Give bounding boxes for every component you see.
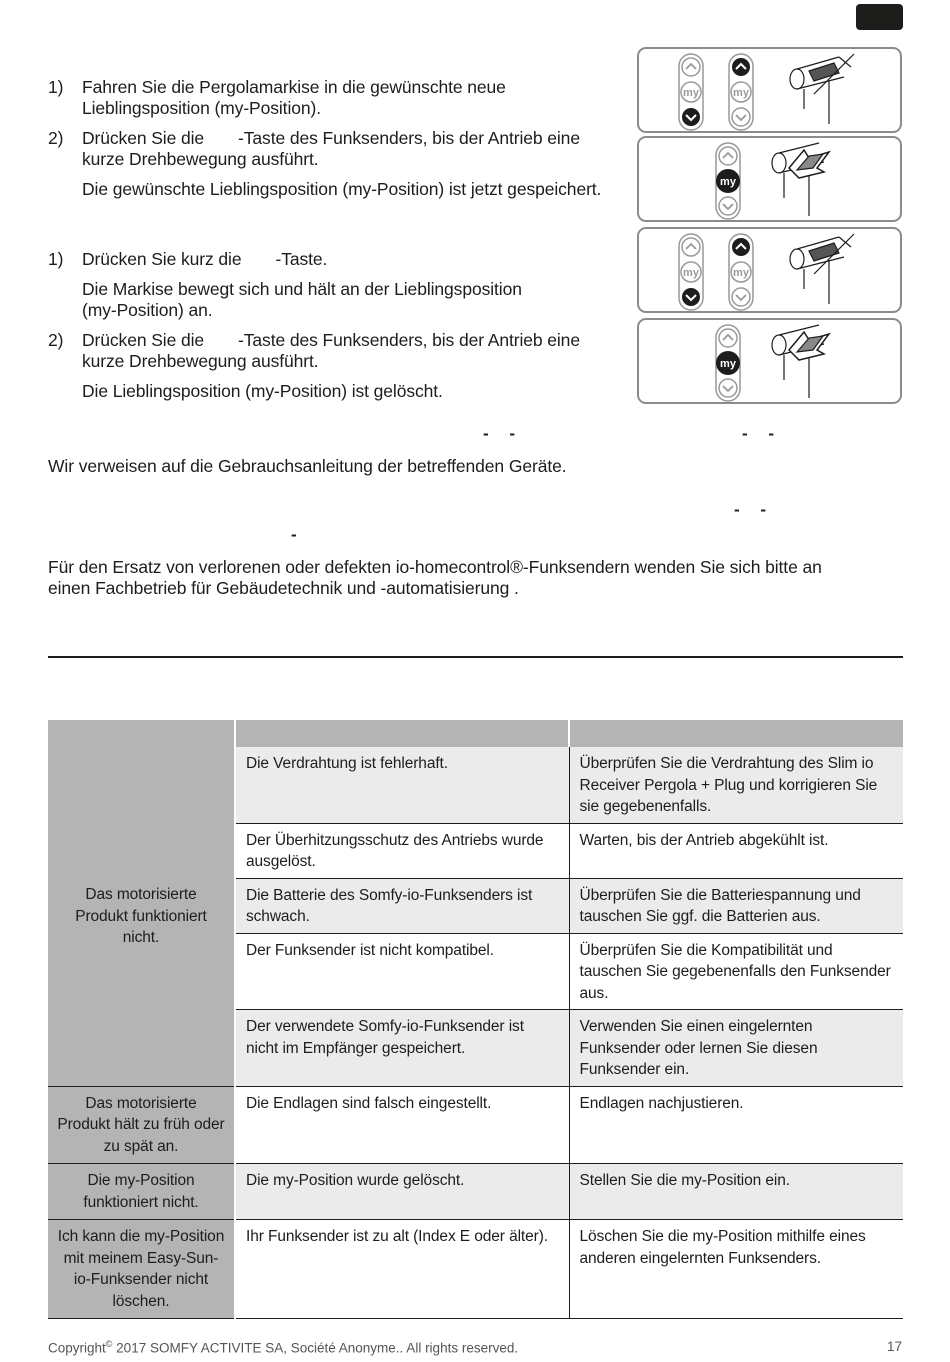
save-step-2: [48, 128, 628, 172]
table-row: [48, 1220, 903, 1319]
copyright-footer: Copyright© 2017 SOMFY ACTIVITE SA, Société Anonyme.. All rights reserved.: [48, 1339, 519, 1356]
solution-cell: Überprüfen Sie die Verdrahtung des Slim io Receiver Pergola + Plug und korrigieren Sie sie gegebenenfalls.: [569, 747, 903, 823]
delete-step-2: [48, 330, 628, 374]
table-row: [48, 747, 903, 823]
delete-step-1: [48, 249, 628, 271]
section-divider: [48, 656, 903, 658]
cause-cell: Die Endlagen sind falsch eingestellt.: [235, 1086, 569, 1164]
svg-text:my: my: [720, 176, 736, 188]
step-number: 2): [48, 128, 64, 148]
heading-remnant: - -: [483, 424, 524, 443]
header-solution: [569, 720, 903, 747]
delete-info: Die Markise bewegt sich und hält an der Lieblingsposition (my-Position) an.: [82, 279, 522, 320]
cause-cell: Der Überhitzungsschutz des Antriebs wurde ausgelöst.: [235, 823, 569, 878]
save-step-1: [48, 77, 628, 121]
solution-cell: Stellen Sie die my-Position ein.: [569, 1164, 903, 1220]
cause-cell: Ihr Funksender ist zu alt (Index E oder älter).: [235, 1220, 569, 1319]
solution-cell: Endlagen nachjustieren.: [569, 1086, 903, 1164]
cause-cell: Der Funksender ist nicht kompatibel.: [235, 933, 569, 1010]
figure-press-my-save: [637, 136, 902, 222]
awning-icon: [772, 325, 829, 398]
svg-text:my: my: [683, 87, 699, 99]
step-number: 1): [48, 249, 64, 269]
svg-text:my: my: [683, 267, 699, 279]
solution-cell: Überprüfen Sie die Kompatibilität und tauschen Sie gegebenenfalls den Funksender aus.: [569, 933, 903, 1010]
figure-press-my-delete: [637, 318, 902, 404]
header-cause: [235, 720, 569, 747]
svg-text:my: my: [733, 267, 749, 279]
heading-remnant: - -: [742, 424, 783, 443]
problem-cell: Die my-Position funktioniert nicht.: [48, 1164, 235, 1220]
awning-icon: [790, 54, 854, 124]
table-header-row: [48, 720, 903, 747]
solution-cell: Warten, bis der Antrieb abgekühlt ist.: [569, 823, 903, 878]
step-number: 2): [48, 330, 64, 350]
delete-result: Die Lieblingsposition (my-Position) ist gelöscht.: [82, 381, 443, 401]
cause-cell: Die Verdrahtung ist fehlerhaft.: [235, 747, 569, 823]
figure-move-to-my: [637, 227, 902, 313]
remote-my-icon: [729, 54, 753, 130]
step-text: Fahren Sie die Pergolamarkise in die gewünschte neue Lieblingsposition (my-Position).: [82, 77, 506, 118]
svg-text:my: my: [720, 358, 736, 370]
cause-cell: Der verwendete Somfy-io-Funksender ist nicht im Empfänger gespeichert.: [235, 1010, 569, 1087]
problem-cell: Ich kann die my-Position mit meinem Easy-Sun- io-Funksender nicht löschen.: [48, 1220, 235, 1319]
other-devices-text: Wir verweisen auf die Gebrauchsanleitung der betreffenden Geräte.: [48, 456, 567, 476]
awning-icon: [790, 234, 854, 304]
solution-cell: Überprüfen Sie die Batteriespannung und tauschen Sie ggf. die Batterien aus.: [569, 878, 903, 933]
remote-my-icon: [716, 325, 740, 401]
save-result: Die gewünschte Lieblingsposition (my-Position) ist jetzt gespeichert.: [82, 179, 602, 199]
table-row: [48, 1164, 903, 1220]
troubleshooting-table: [48, 720, 903, 1319]
solution-cell: Löschen Sie die my-Position mithilfe eines anderen eingelernten Funksenders.: [569, 1220, 903, 1319]
problem-cell: Das motorisierte Produkt funktioniert nicht.: [48, 747, 235, 1086]
heading-remnant: - -: [734, 500, 775, 519]
awning-icon: [772, 143, 829, 216]
remote-up-icon: [729, 234, 753, 310]
figure-drive-to-position: [637, 47, 902, 133]
svg-text:my: my: [733, 87, 749, 99]
page-number: 17: [886, 1339, 902, 1354]
table-row: [48, 1086, 903, 1164]
step-text: Drücken Sie die -Taste des Funksenders, bis der Antrieb eine kurze Drehbewegung ausführt.: [82, 330, 580, 371]
remote-my-icon: [716, 143, 740, 219]
replacement-text: Für den Ersatz von verlorenen oder defekten io-homecontrol®-Funksendern wenden Sie sich bitte an einen Fachbetrieb für Gebäudetechnik und -automatisierung .: [48, 557, 822, 598]
language-badge: [856, 4, 903, 30]
heading-remnant: -: [291, 525, 305, 544]
step-text: Drücken Sie kurz die -Taste.: [82, 249, 328, 269]
cause-cell: Die my-Position wurde gelöscht.: [235, 1164, 569, 1220]
remote-down-icon: [679, 234, 703, 310]
remote-up-icon: [679, 54, 703, 130]
header-problem: [48, 720, 235, 747]
step-number: 1): [48, 77, 64, 97]
solution-cell: Verwenden Sie einen eingelernten Funksender oder lernen Sie diesen Funksender ein.: [569, 1010, 903, 1087]
problem-cell: Das motorisierte Produkt hält zu früh oder zu spät an.: [48, 1086, 235, 1164]
step-text: Drücken Sie die -Taste des Funksenders, bis der Antrieb eine kurze Drehbewegung ausführt.: [82, 128, 580, 169]
cause-cell: Die Batterie des Somfy-io-Funksenders ist schwach.: [235, 878, 569, 933]
